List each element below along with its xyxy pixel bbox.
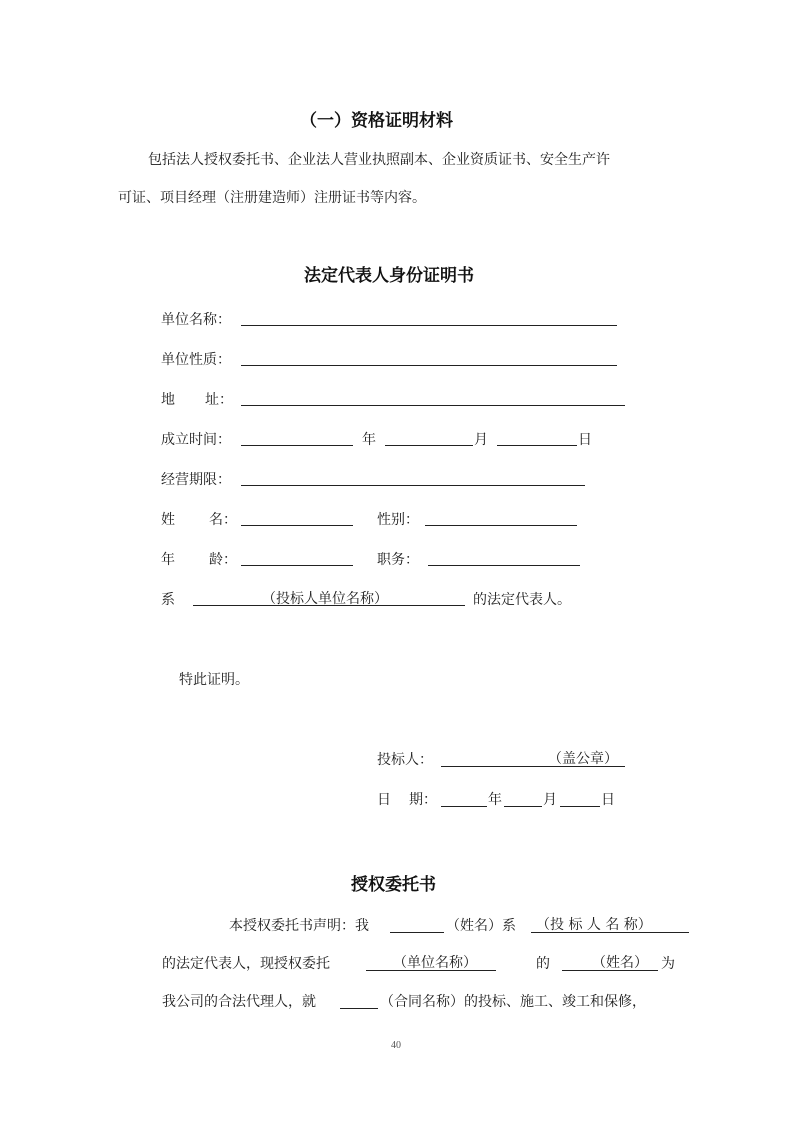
age-label-b: 龄： xyxy=(209,552,237,568)
date-month-blank[interactable] xyxy=(504,806,542,807)
date-month-label: 月 xyxy=(543,792,557,808)
established-day-blank[interactable] xyxy=(497,445,577,446)
position-blank[interactable] xyxy=(428,565,580,566)
authorization-unit-hint: （单位名称） xyxy=(393,955,477,971)
identity-certificate-title: 法定代表人身份证明书 xyxy=(304,266,474,286)
section-title: （一）资格证明材料 xyxy=(300,111,453,131)
name-label-a: 姓 xyxy=(161,512,175,528)
address-label-a: 地 xyxy=(161,392,175,408)
established-year-blank[interactable] xyxy=(241,445,353,446)
authorization-bidder-hint: （投 标 人 名 称） xyxy=(536,917,652,933)
established-year-label: 年 xyxy=(362,432,376,448)
address-label-b: 址： xyxy=(205,392,233,408)
date-day-blank[interactable] xyxy=(560,806,600,807)
seal-hint: （盖公章） xyxy=(548,751,618,767)
established-month-label: 月 xyxy=(474,432,488,448)
date-day-label: 日 xyxy=(601,792,615,808)
date-year-label: 年 xyxy=(488,792,502,808)
authorization-contract-blank[interactable] xyxy=(340,1008,378,1009)
authorization-line2-a: 的法定代表人，现授权委托 xyxy=(162,956,330,972)
relation-blank-hint: （投标人单位名称） xyxy=(262,591,388,607)
authorization-line2-c: 为 xyxy=(661,956,675,972)
bidder-label: 投标人： xyxy=(377,752,433,768)
unit-nature-blank[interactable] xyxy=(241,365,617,366)
relation-suffix: 的法定代表人。 xyxy=(473,592,571,608)
authorization-line1-a: 本授权委托书声明：我 xyxy=(229,918,369,934)
authorization-line2-b: 的 xyxy=(536,956,550,972)
authorization-agent-hint: （姓名） xyxy=(592,955,648,971)
page-number: 40 xyxy=(391,1040,401,1051)
position-label: 职务： xyxy=(377,552,419,568)
authorization-title: 授权委托书 xyxy=(351,875,436,895)
gender-label: 性别： xyxy=(377,512,419,528)
term-label: 经营期限： xyxy=(161,472,231,488)
date-label-b: 期： xyxy=(409,792,437,808)
address-blank[interactable] xyxy=(241,405,625,406)
authorization-line3-a: 我公司的合法代理人，就 xyxy=(162,994,316,1010)
name-label-b: 名： xyxy=(209,512,237,528)
established-day-label: 日 xyxy=(578,432,592,448)
term-blank[interactable] xyxy=(241,485,585,486)
date-year-blank[interactable] xyxy=(441,806,487,807)
authorization-line3-b: （合同名称）的投标、施工、竣工和保修， xyxy=(380,994,646,1010)
age-blank[interactable] xyxy=(241,565,353,566)
section-paragraph-line2: 可证、项目经理（注册建造师）注册证书等内容。 xyxy=(118,190,426,206)
established-month-blank[interactable] xyxy=(385,445,473,446)
section-paragraph-line1: 包括法人授权委托书、企业法人营业执照副本、企业资质证书、安全生产许 xyxy=(148,152,610,168)
established-label: 成立时间： xyxy=(161,432,231,448)
authorization-line1-b: （姓名）系 xyxy=(446,918,516,934)
hereby-text: 特此证明。 xyxy=(179,672,249,688)
unit-nature-label: 单位性质： xyxy=(161,352,231,368)
unit-name-label: 单位名称： xyxy=(161,312,231,328)
authorization-name-blank[interactable] xyxy=(390,932,444,933)
relation-prefix: 系 xyxy=(161,592,175,608)
gender-blank[interactable] xyxy=(425,525,577,526)
age-label-a: 年 xyxy=(161,552,175,568)
name-blank[interactable] xyxy=(241,525,353,526)
unit-name-blank[interactable] xyxy=(241,325,617,326)
date-label-a: 日 xyxy=(377,792,391,808)
